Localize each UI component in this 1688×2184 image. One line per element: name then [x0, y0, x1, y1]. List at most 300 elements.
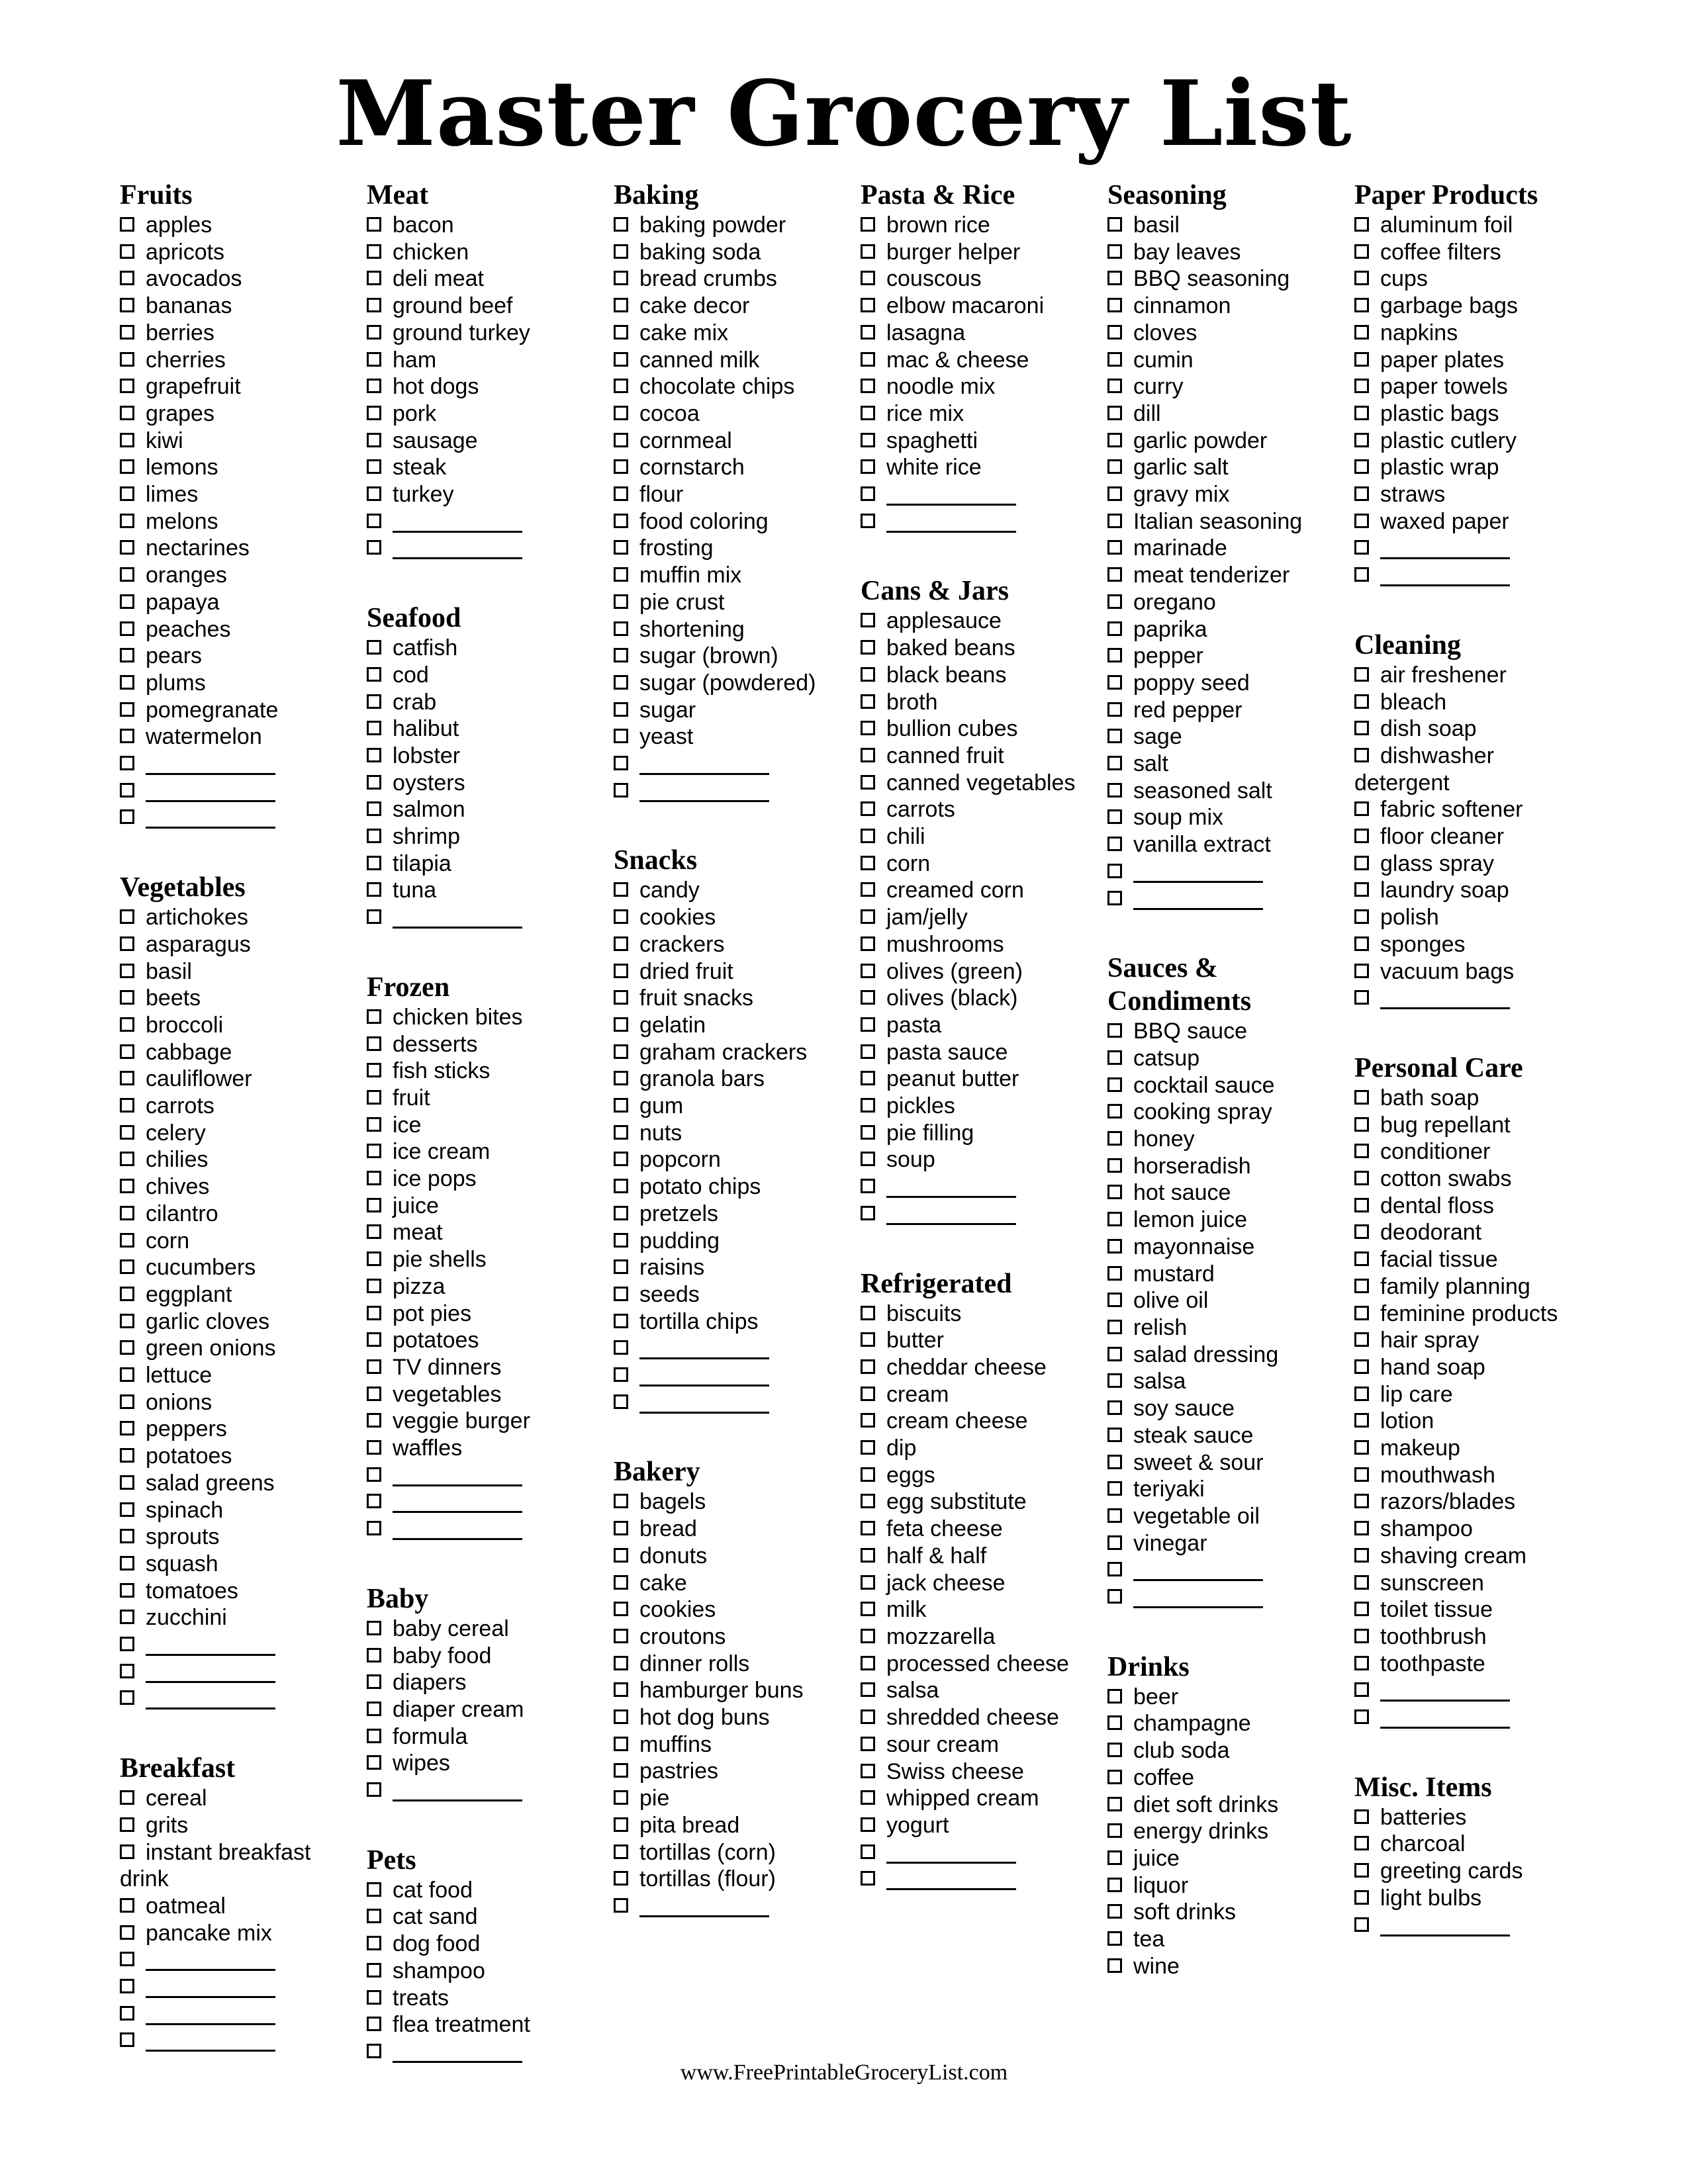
checkbox[interactable]: [1354, 1809, 1369, 1824]
checkbox[interactable]: [861, 613, 875, 627]
checkbox[interactable]: [120, 1817, 134, 1832]
checkbox[interactable]: [120, 1233, 134, 1248]
checkbox[interactable]: [367, 1963, 381, 1978]
checkbox[interactable]: [614, 1071, 628, 1085]
checkbox[interactable]: [861, 486, 875, 501]
checkbox[interactable]: [614, 1817, 628, 1832]
checkbox[interactable]: [1107, 514, 1122, 528]
checkbox[interactable]: [120, 809, 134, 824]
checkbox[interactable]: [861, 1017, 875, 1032]
write-in-line[interactable]: [146, 1949, 275, 1971]
checkbox[interactable]: [614, 1179, 628, 1193]
checkbox[interactable]: [1107, 1158, 1122, 1173]
checkbox[interactable]: [1354, 217, 1369, 232]
checkbox[interactable]: [120, 702, 134, 717]
checkbox[interactable]: [861, 298, 875, 312]
checkbox[interactable]: [1354, 406, 1369, 420]
write-in-line[interactable]: [146, 2003, 275, 2025]
write-in-line[interactable]: [639, 780, 769, 802]
checkbox[interactable]: [614, 1125, 628, 1140]
checkbox[interactable]: [1107, 809, 1122, 824]
checkbox[interactable]: [367, 352, 381, 367]
checkbox[interactable]: [861, 801, 875, 816]
checkbox[interactable]: [1354, 1917, 1369, 1932]
checkbox[interactable]: [1107, 433, 1122, 447]
checkbox[interactable]: [1107, 1904, 1122, 1919]
checkbox[interactable]: [614, 1656, 628, 1670]
checkbox[interactable]: [120, 1287, 134, 1301]
checkbox[interactable]: [614, 567, 628, 582]
checkbox[interactable]: [1107, 1023, 1122, 1038]
checkbox[interactable]: [120, 486, 134, 501]
checkbox[interactable]: [1354, 271, 1369, 285]
checkbox[interactable]: [367, 640, 381, 655]
checkbox[interactable]: [1107, 648, 1122, 662]
checkbox[interactable]: [1107, 1878, 1122, 1892]
checkbox[interactable]: [120, 298, 134, 312]
checkbox[interactable]: [120, 379, 134, 393]
write-in-line[interactable]: [1133, 888, 1263, 910]
checkbox[interactable]: [120, 1152, 134, 1166]
write-in-line[interactable]: [393, 1780, 522, 1801]
checkbox[interactable]: [120, 1529, 134, 1543]
checkbox[interactable]: [120, 594, 134, 609]
write-in-line[interactable]: [639, 1338, 769, 1359]
checkbox[interactable]: [1354, 298, 1369, 312]
checkbox[interactable]: [120, 1475, 134, 1490]
checkbox[interactable]: [1354, 1251, 1369, 1266]
checkbox[interactable]: [861, 1098, 875, 1113]
checkbox[interactable]: [1107, 1373, 1122, 1388]
checkbox[interactable]: [861, 856, 875, 870]
checkbox[interactable]: [614, 352, 628, 367]
checkbox[interactable]: [614, 1575, 628, 1590]
checkbox[interactable]: [120, 459, 134, 474]
checkbox[interactable]: [1107, 621, 1122, 636]
checkbox[interactable]: [614, 379, 628, 393]
checkbox[interactable]: [861, 694, 875, 709]
write-in-line[interactable]: [1133, 1586, 1263, 1608]
checkbox[interactable]: [120, 909, 134, 924]
checkbox[interactable]: [1107, 864, 1122, 878]
checkbox[interactable]: [1107, 217, 1122, 232]
checkbox[interactable]: [1107, 1931, 1122, 1946]
checkbox[interactable]: [614, 594, 628, 609]
checkbox[interactable]: [1354, 567, 1369, 582]
checkbox[interactable]: [120, 1071, 134, 1085]
checkbox[interactable]: [120, 1898, 134, 1913]
checkbox[interactable]: [1107, 298, 1122, 312]
checkbox[interactable]: [367, 244, 381, 259]
checkbox[interactable]: [367, 1198, 381, 1212]
checkbox[interactable]: [120, 729, 134, 743]
checkbox[interactable]: [614, 1367, 628, 1382]
checkbox[interactable]: [1354, 379, 1369, 393]
checkbox[interactable]: [120, 433, 134, 447]
write-in-line[interactable]: [886, 1176, 1016, 1198]
checkbox[interactable]: [861, 1656, 875, 1670]
checkbox[interactable]: [367, 1621, 381, 1635]
checkbox[interactable]: [1354, 1387, 1369, 1401]
checkbox[interactable]: [1354, 694, 1369, 709]
checkbox[interactable]: [367, 1521, 381, 1535]
checkbox[interactable]: [614, 1098, 628, 1113]
checkbox[interactable]: [614, 325, 628, 340]
checkbox[interactable]: [861, 1306, 875, 1320]
checkbox[interactable]: [1107, 756, 1122, 770]
checkbox[interactable]: [861, 1682, 875, 1697]
checkbox[interactable]: [1354, 1709, 1369, 1724]
checkbox[interactable]: [1354, 829, 1369, 843]
checkbox[interactable]: [1107, 1589, 1122, 1604]
checkbox[interactable]: [614, 514, 628, 528]
checkbox[interactable]: [614, 433, 628, 447]
checkbox[interactable]: [1107, 675, 1122, 690]
write-in-line[interactable]: [1133, 1559, 1263, 1581]
checkbox[interactable]: [614, 1259, 628, 1274]
checkbox[interactable]: [1107, 891, 1122, 905]
checkbox[interactable]: [1107, 1958, 1122, 1973]
checkbox[interactable]: [1107, 1104, 1122, 1118]
checkbox[interactable]: [367, 514, 381, 528]
write-in-line[interactable]: [393, 1518, 522, 1540]
write-in-line[interactable]: [886, 1203, 1016, 1225]
checkbox[interactable]: [120, 936, 134, 951]
checkbox[interactable]: [614, 1494, 628, 1508]
checkbox[interactable]: [861, 433, 875, 447]
checkbox[interactable]: [1107, 1320, 1122, 1334]
checkbox[interactable]: [120, 1637, 134, 1651]
checkbox[interactable]: [367, 1648, 381, 1662]
checkbox[interactable]: [861, 667, 875, 682]
write-in-line[interactable]: [886, 484, 1016, 506]
checkbox[interactable]: [367, 1494, 381, 1508]
checkbox[interactable]: [614, 1737, 628, 1751]
checkbox[interactable]: [861, 1152, 875, 1166]
checkbox[interactable]: [367, 540, 381, 555]
checkbox[interactable]: [367, 298, 381, 312]
checkbox[interactable]: [614, 1790, 628, 1805]
checkbox[interactable]: [367, 801, 381, 816]
checkbox[interactable]: [367, 406, 381, 420]
checkbox[interactable]: [1354, 1332, 1369, 1347]
checkbox[interactable]: [120, 783, 134, 797]
checkbox[interactable]: [1107, 1562, 1122, 1576]
write-in-line[interactable]: [1380, 537, 1510, 559]
checkbox[interactable]: [1354, 459, 1369, 474]
write-in-line[interactable]: [146, 1634, 275, 1656]
checkbox[interactable]: [614, 1206, 628, 1220]
checkbox[interactable]: [861, 748, 875, 762]
checkbox[interactable]: [1107, 1823, 1122, 1838]
checkbox[interactable]: [614, 244, 628, 259]
checkbox[interactable]: [367, 486, 381, 501]
checkbox[interactable]: [614, 1898, 628, 1913]
checkbox[interactable]: [614, 1629, 628, 1643]
checkbox[interactable]: [1354, 244, 1369, 259]
checkbox[interactable]: [861, 459, 875, 474]
checkbox[interactable]: [367, 2044, 381, 2058]
write-in-line[interactable]: [1380, 1707, 1510, 1729]
checkbox[interactable]: [1107, 1850, 1122, 1865]
checkbox[interactable]: [1107, 325, 1122, 340]
checkbox[interactable]: [367, 459, 381, 474]
checkbox[interactable]: [861, 640, 875, 655]
checkbox[interactable]: [1354, 1863, 1369, 1878]
checkbox[interactable]: [367, 694, 381, 709]
checkbox[interactable]: [367, 856, 381, 870]
checkbox[interactable]: [861, 882, 875, 897]
checkbox[interactable]: [367, 1251, 381, 1266]
checkbox[interactable]: [614, 648, 628, 662]
checkbox[interactable]: [367, 1909, 381, 1923]
checkbox[interactable]: [1107, 352, 1122, 367]
checkbox[interactable]: [1107, 1689, 1122, 1704]
checkbox[interactable]: [614, 217, 628, 232]
checkbox[interactable]: [367, 433, 381, 447]
checkbox[interactable]: [1107, 1481, 1122, 1496]
write-in-line[interactable]: [886, 511, 1016, 533]
checkbox[interactable]: [367, 748, 381, 762]
checkbox[interactable]: [614, 540, 628, 555]
checkbox[interactable]: [861, 964, 875, 978]
checkbox[interactable]: [1354, 352, 1369, 367]
checkbox[interactable]: [367, 1413, 381, 1428]
checkbox[interactable]: [614, 783, 628, 797]
checkbox[interactable]: [861, 406, 875, 420]
checkbox[interactable]: [120, 1125, 134, 1140]
checkbox[interactable]: [1107, 1347, 1122, 1361]
checkbox[interactable]: [1354, 1279, 1369, 1293]
checkbox[interactable]: [861, 936, 875, 951]
checkbox[interactable]: [120, 1844, 134, 1859]
checkbox[interactable]: [367, 1936, 381, 1950]
checkbox[interactable]: [120, 217, 134, 232]
checkbox[interactable]: [367, 1990, 381, 2005]
checkbox[interactable]: [367, 1674, 381, 1689]
checkbox[interactable]: [120, 1502, 134, 1517]
checkbox[interactable]: [1107, 1400, 1122, 1415]
checkbox[interactable]: [861, 1737, 875, 1751]
checkbox[interactable]: [367, 1117, 381, 1132]
checkbox[interactable]: [861, 1125, 875, 1140]
checkbox[interactable]: [367, 1387, 381, 1401]
checkbox[interactable]: [614, 882, 628, 897]
checkbox[interactable]: [367, 1036, 381, 1051]
checkbox[interactable]: [120, 1690, 134, 1705]
checkbox[interactable]: [861, 352, 875, 367]
checkbox[interactable]: [861, 721, 875, 735]
checkbox[interactable]: [861, 1179, 875, 1193]
checkbox[interactable]: [861, 1071, 875, 1085]
checkbox[interactable]: [1107, 1508, 1122, 1523]
checkbox[interactable]: [861, 1044, 875, 1059]
checkbox[interactable]: [367, 1782, 381, 1797]
write-in-line[interactable]: [146, 807, 275, 829]
write-in-line[interactable]: [393, 907, 522, 929]
checkbox[interactable]: [1107, 244, 1122, 259]
checkbox[interactable]: [614, 1602, 628, 1616]
checkbox[interactable]: [1354, 909, 1369, 924]
checkbox[interactable]: [614, 271, 628, 285]
checkbox[interactable]: [861, 775, 875, 790]
write-in-line[interactable]: [639, 1392, 769, 1414]
checkbox[interactable]: [861, 1817, 875, 1832]
write-in-line[interactable]: [639, 753, 769, 775]
checkbox[interactable]: [367, 1702, 381, 1716]
checkbox[interactable]: [1107, 1266, 1122, 1281]
checkbox[interactable]: [861, 1844, 875, 1859]
checkbox[interactable]: [1107, 1293, 1122, 1307]
checkbox[interactable]: [367, 1279, 381, 1293]
checkbox[interactable]: [120, 1979, 134, 1993]
checkbox[interactable]: [861, 1387, 875, 1401]
checkbox[interactable]: [1354, 325, 1369, 340]
checkbox[interactable]: [1354, 1198, 1369, 1212]
write-in-line[interactable]: [639, 1365, 769, 1387]
checkbox[interactable]: [367, 1171, 381, 1185]
checkbox[interactable]: [614, 1548, 628, 1563]
checkbox[interactable]: [1354, 882, 1369, 897]
checkbox[interactable]: [861, 1602, 875, 1616]
checkbox[interactable]: [120, 567, 134, 582]
write-in-line[interactable]: [393, 1465, 522, 1486]
checkbox[interactable]: [120, 271, 134, 285]
checkbox[interactable]: [861, 1871, 875, 1886]
checkbox[interactable]: [1354, 433, 1369, 447]
checkbox[interactable]: [1107, 1797, 1122, 1811]
checkbox[interactable]: [120, 1340, 134, 1355]
checkbox[interactable]: [120, 1367, 134, 1382]
checkbox[interactable]: [614, 1763, 628, 1778]
checkbox[interactable]: [614, 1709, 628, 1724]
write-in-line[interactable]: [1380, 1915, 1510, 1936]
checkbox[interactable]: [1354, 667, 1369, 682]
checkbox[interactable]: [1107, 837, 1122, 851]
checkbox[interactable]: [120, 1314, 134, 1328]
checkbox[interactable]: [1107, 1239, 1122, 1253]
write-in-line[interactable]: [393, 1491, 522, 1513]
checkbox[interactable]: [367, 829, 381, 843]
checkbox[interactable]: [1107, 783, 1122, 797]
checkbox[interactable]: [367, 1063, 381, 1077]
checkbox[interactable]: [614, 1152, 628, 1166]
checkbox[interactable]: [1354, 721, 1369, 735]
checkbox[interactable]: [120, 352, 134, 367]
checkbox[interactable]: [1107, 540, 1122, 555]
checkbox[interactable]: [861, 1494, 875, 1508]
checkbox[interactable]: [1354, 1494, 1369, 1508]
checkbox[interactable]: [1354, 1602, 1369, 1616]
checkbox[interactable]: [367, 1729, 381, 1743]
checkbox[interactable]: [861, 1413, 875, 1428]
checkbox[interactable]: [120, 406, 134, 420]
checkbox[interactable]: [367, 721, 381, 735]
checkbox[interactable]: [614, 702, 628, 717]
checkbox[interactable]: [367, 379, 381, 393]
checkbox[interactable]: [614, 1017, 628, 1032]
checkbox[interactable]: [861, 1440, 875, 1455]
checkbox[interactable]: [1107, 1428, 1122, 1442]
checkbox[interactable]: [1354, 1836, 1369, 1850]
checkbox[interactable]: [120, 1259, 134, 1274]
checkbox[interactable]: [367, 667, 381, 682]
checkbox[interactable]: [1354, 1224, 1369, 1239]
checkbox[interactable]: [861, 244, 875, 259]
checkbox[interactable]: [1107, 406, 1122, 420]
checkbox[interactable]: [367, 1224, 381, 1239]
checkbox[interactable]: [120, 1556, 134, 1570]
checkbox[interactable]: [614, 406, 628, 420]
write-in-line[interactable]: [639, 1895, 769, 1917]
checkbox[interactable]: [1354, 1467, 1369, 1482]
checkbox[interactable]: [1107, 1185, 1122, 1199]
checkbox[interactable]: [1354, 1144, 1369, 1158]
checkbox[interactable]: [1354, 1359, 1369, 1374]
checkbox[interactable]: [1354, 1521, 1369, 1535]
checkbox[interactable]: [367, 271, 381, 285]
write-in-line[interactable]: [146, 1976, 275, 1998]
checkbox[interactable]: [614, 936, 628, 951]
checkbox[interactable]: [861, 909, 875, 924]
write-in-line[interactable]: [146, 780, 275, 802]
checkbox[interactable]: [1107, 1212, 1122, 1226]
checkbox[interactable]: [120, 1206, 134, 1220]
checkbox[interactable]: [861, 1521, 875, 1535]
checkbox[interactable]: [614, 1044, 628, 1059]
checkbox[interactable]: [120, 1044, 134, 1059]
write-in-line[interactable]: [1380, 1680, 1510, 1702]
checkbox[interactable]: [861, 217, 875, 232]
checkbox[interactable]: [614, 909, 628, 924]
checkbox[interactable]: [614, 1394, 628, 1409]
checkbox[interactable]: [1354, 540, 1369, 555]
checkbox[interactable]: [1354, 1440, 1369, 1455]
checkbox[interactable]: [1354, 1575, 1369, 1590]
checkbox[interactable]: [367, 217, 381, 232]
checkbox[interactable]: [120, 964, 134, 978]
checkbox[interactable]: [120, 2032, 134, 2047]
checkbox[interactable]: [614, 1287, 628, 1301]
checkbox[interactable]: [1354, 1656, 1369, 1670]
write-in-line[interactable]: [146, 1688, 275, 1709]
checkbox[interactable]: [861, 1764, 875, 1778]
checkbox[interactable]: [120, 1583, 134, 1598]
checkbox[interactable]: [1354, 990, 1369, 1005]
write-in-line[interactable]: [393, 511, 522, 533]
checkbox[interactable]: [120, 1017, 134, 1032]
checkbox[interactable]: [614, 756, 628, 770]
checkbox[interactable]: [367, 1306, 381, 1320]
checkbox[interactable]: [120, 675, 134, 690]
checkbox[interactable]: [1107, 486, 1122, 501]
checkbox[interactable]: [861, 1575, 875, 1590]
checkbox[interactable]: [367, 1090, 381, 1105]
checkbox[interactable]: [861, 990, 875, 1005]
checkbox[interactable]: [367, 325, 381, 340]
checkbox[interactable]: [1107, 594, 1122, 609]
checkbox[interactable]: [1354, 1171, 1369, 1185]
checkbox[interactable]: [1107, 1770, 1122, 1784]
checkbox[interactable]: [120, 1179, 134, 1193]
checkbox[interactable]: [614, 621, 628, 636]
checkbox[interactable]: [1354, 1890, 1369, 1905]
checkbox[interactable]: [1107, 1715, 1122, 1730]
checkbox[interactable]: [367, 2017, 381, 2031]
checkbox[interactable]: [861, 1548, 875, 1563]
checkbox[interactable]: [614, 990, 628, 1005]
checkbox[interactable]: [120, 325, 134, 340]
